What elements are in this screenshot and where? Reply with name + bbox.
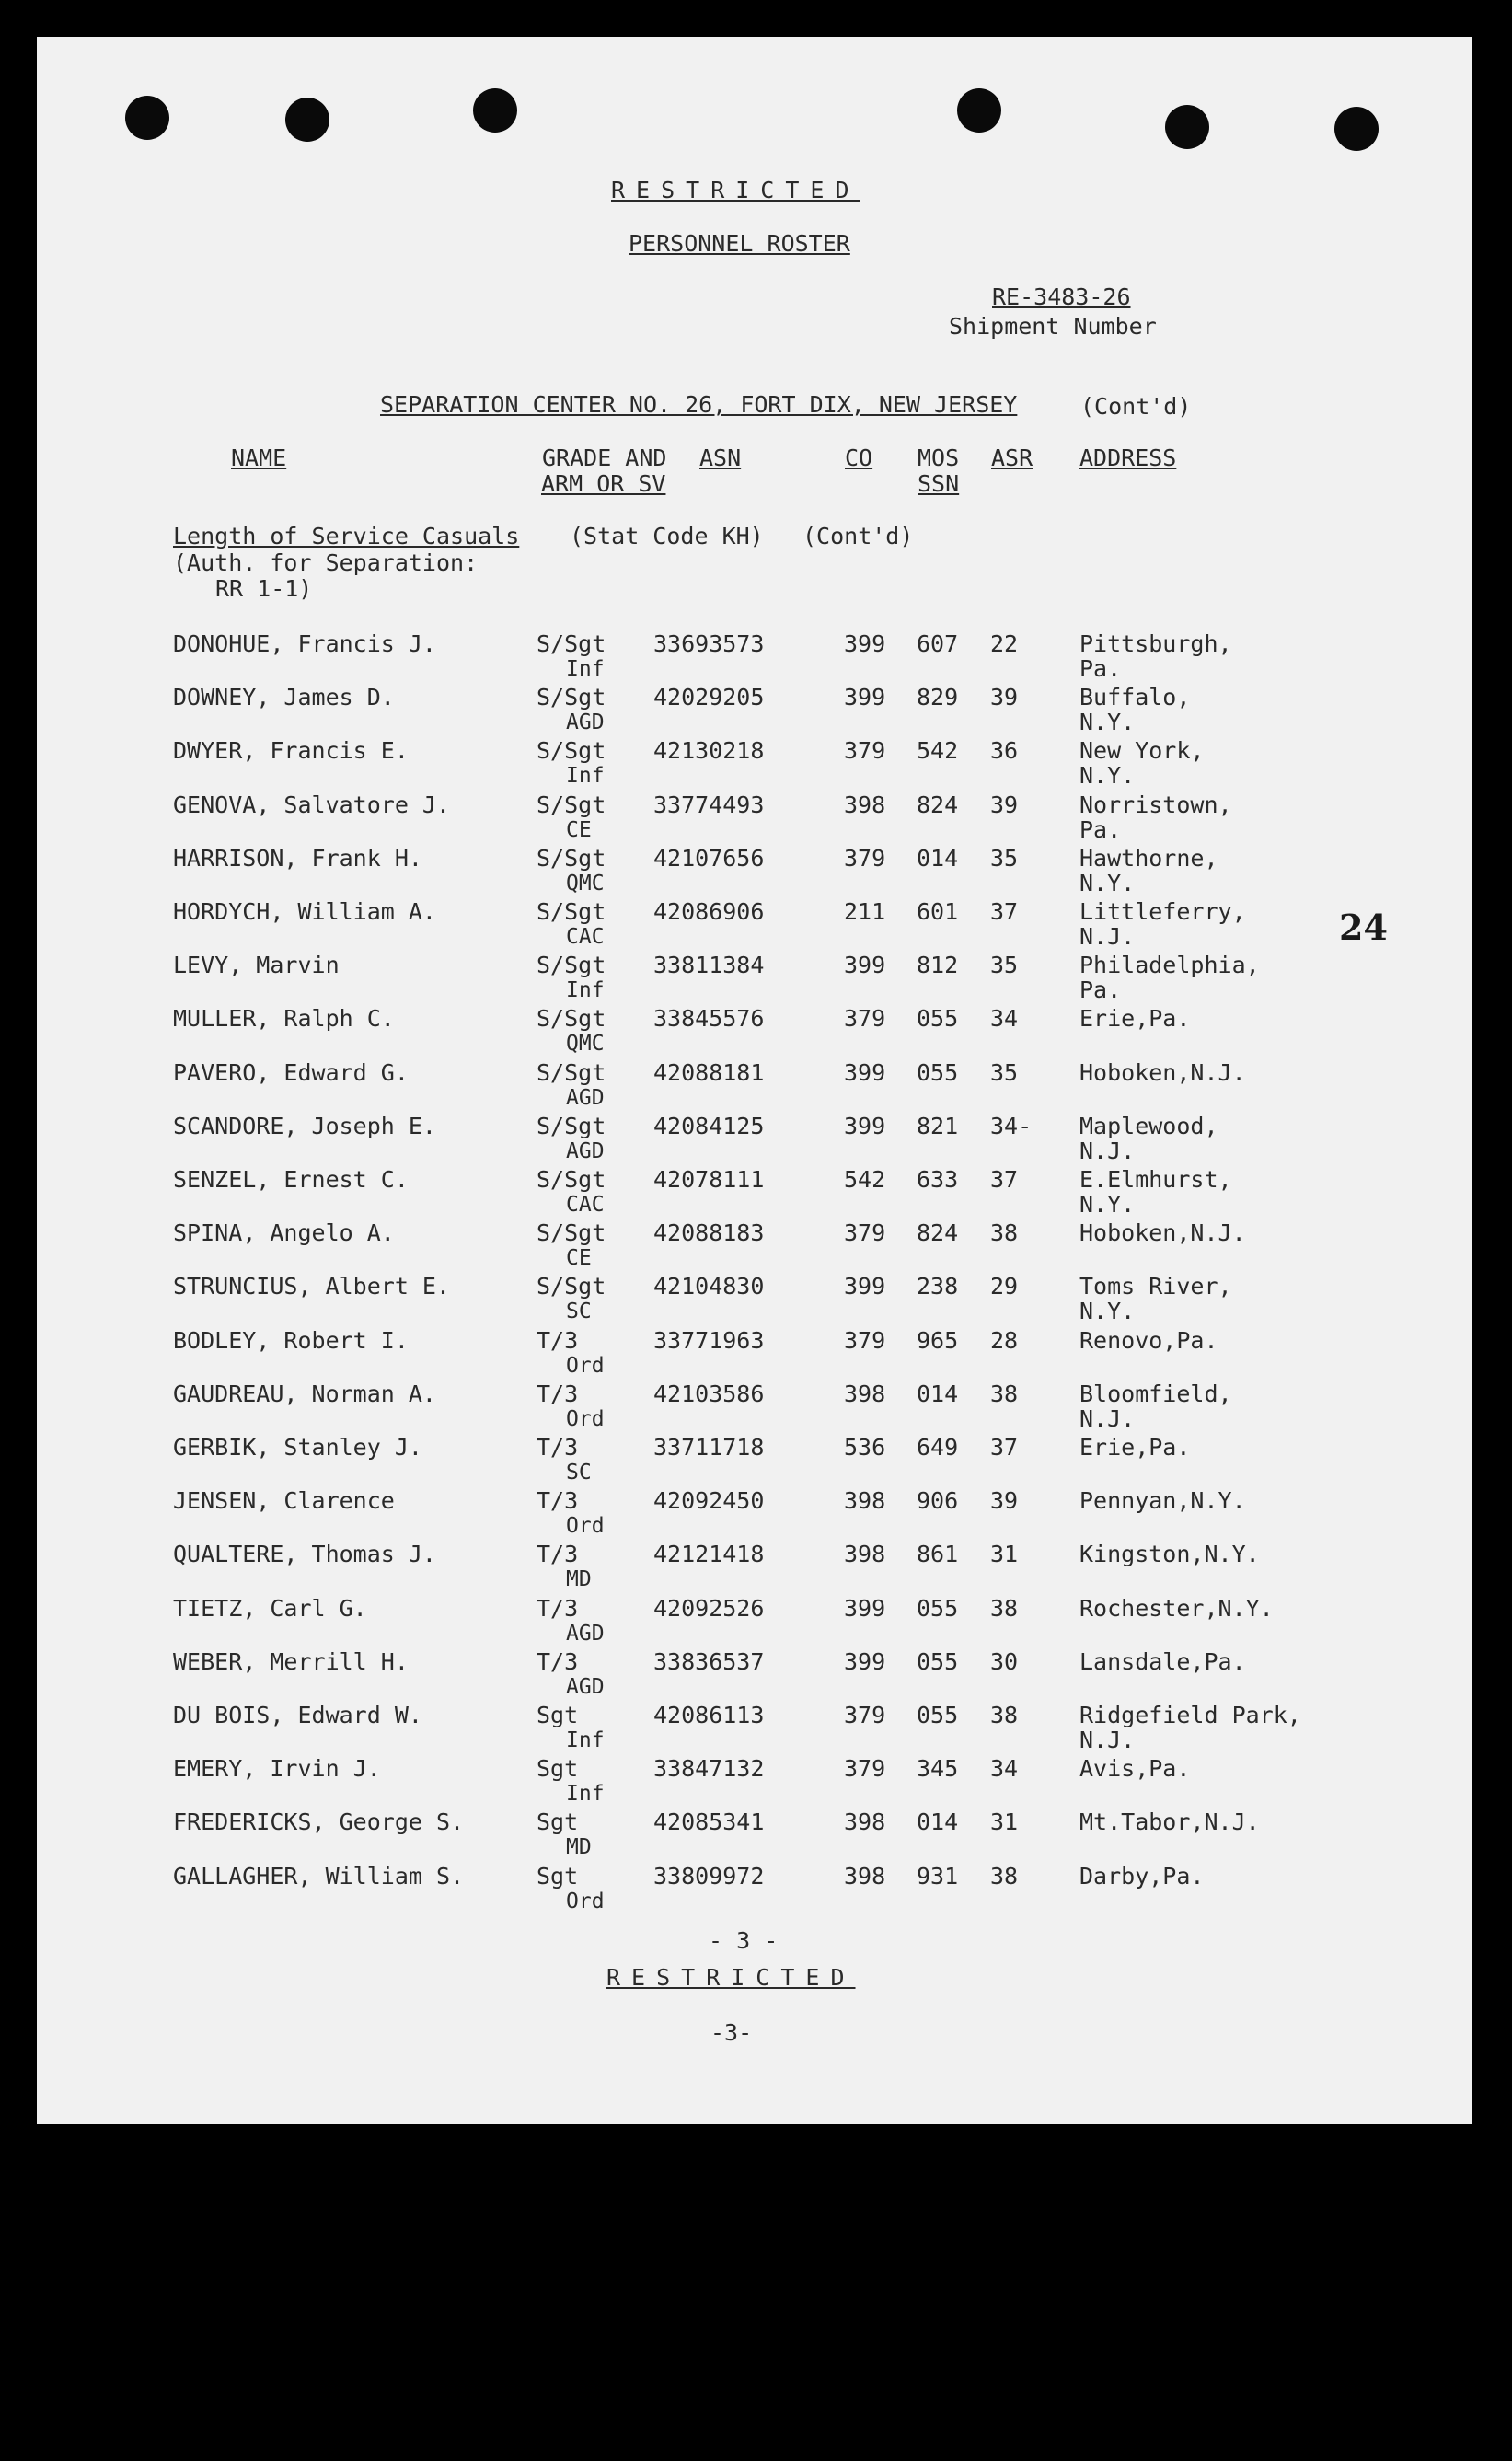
- cell-asr: 34-: [990, 1113, 1033, 1139]
- table-row: [0, 1542, 1512, 1595]
- cell-grade: T/3: [537, 1381, 579, 1407]
- table-row: [0, 1809, 1512, 1863]
- cell-co: 399: [844, 1273, 886, 1300]
- cell-addr1: Toms River,: [1079, 1273, 1232, 1300]
- cell-arm: AGD: [566, 1675, 605, 1699]
- cell-arm: CAC: [566, 1193, 605, 1217]
- cell-asr: 38: [990, 1863, 1019, 1889]
- cell-name: SENZEL, Ernest C.: [173, 1166, 409, 1193]
- side-number: 24: [1339, 907, 1388, 948]
- cell-arm: CE: [566, 818, 592, 842]
- cell-mos: 633: [917, 1166, 959, 1193]
- cell-mos: 824: [917, 791, 959, 818]
- cell-grade: S/Sgt: [537, 1113, 606, 1139]
- cell-co: 398: [844, 1541, 886, 1567]
- cell-arm: Inf: [566, 1782, 605, 1806]
- cell-mos: 812: [917, 952, 959, 978]
- cell-co: 398: [844, 1487, 886, 1514]
- cell-asr: 31: [990, 1541, 1019, 1567]
- cell-asn: 33811384: [653, 952, 765, 978]
- col-grade: GRADE AND: [542, 445, 667, 471]
- table-row: [0, 685, 1512, 738]
- cell-asr: 35: [990, 845, 1019, 872]
- cell-addr1: Pittsburgh,: [1079, 630, 1232, 657]
- cell-addr2: N.Y.: [1079, 709, 1136, 735]
- col-co: CO: [845, 445, 873, 471]
- cell-arm: AGD: [566, 1139, 605, 1163]
- punch-hole: [1165, 105, 1209, 149]
- cell-co: 399: [844, 1113, 886, 1139]
- table-row: [0, 1167, 1512, 1220]
- cell-addr1: Hoboken,N.J.: [1079, 1059, 1246, 1086]
- cell-mos: 014: [917, 1808, 959, 1835]
- cell-asn: 42121418: [653, 1541, 765, 1567]
- cell-grade: S/Sgt: [537, 898, 606, 925]
- cell-grade: S/Sgt: [537, 630, 606, 657]
- cell-arm: Ord: [566, 1407, 605, 1431]
- cell-arm: Ord: [566, 1514, 605, 1538]
- restricted-header: RESTRICTED: [611, 177, 860, 203]
- cell-addr2: N.J.: [1079, 1405, 1136, 1432]
- cell-co: 379: [844, 737, 886, 764]
- cell-arm: MD: [566, 1567, 592, 1591]
- cell-name: LEVY, Marvin: [173, 952, 340, 978]
- cell-grade: Sgt: [537, 1702, 579, 1728]
- cell-mos: 542: [917, 737, 959, 764]
- cell-grade: T/3: [537, 1327, 579, 1354]
- cell-addr1: Buffalo,: [1079, 684, 1191, 711]
- section-stat-code: (Stat Code KH): [570, 523, 764, 549]
- punch-hole: [957, 88, 1001, 133]
- cell-mos: 931: [917, 1863, 959, 1889]
- cell-asr: 39: [990, 684, 1019, 711]
- cell-asr: 37: [990, 898, 1019, 925]
- table-row: [0, 1328, 1512, 1381]
- cell-arm: AGD: [566, 711, 605, 734]
- cell-mos: 055: [917, 1005, 959, 1032]
- cell-grade: S/Sgt: [537, 1005, 606, 1032]
- cell-asr: 39: [990, 791, 1019, 818]
- cell-addr2: N.Y.: [1079, 1298, 1136, 1324]
- cell-asn: 33847132: [653, 1755, 765, 1782]
- cell-arm: Inf: [566, 978, 605, 1002]
- col-ssn: SSN: [918, 470, 960, 497]
- cell-arm: Inf: [566, 657, 605, 681]
- cell-name: EMERY, Irvin J.: [173, 1755, 381, 1782]
- table-row: [0, 1220, 1512, 1274]
- cell-mos: 601: [917, 898, 959, 925]
- table-row: [0, 1381, 1512, 1435]
- col-arm: ARM OR SV: [541, 470, 666, 497]
- section-auth-ref: RR 1-1): [215, 575, 313, 602]
- section-title: Length of Service Casuals: [173, 523, 520, 549]
- cell-addr1: Hoboken,N.J.: [1079, 1219, 1246, 1246]
- cell-asr: 34: [990, 1755, 1019, 1782]
- cell-grade: S/Sgt: [537, 1166, 606, 1193]
- cell-name: DU BOIS, Edward W.: [173, 1702, 422, 1728]
- cell-asr: 34: [990, 1005, 1019, 1032]
- cell-addr1: Maplewood,: [1079, 1113, 1218, 1139]
- cell-asn: 42092526: [653, 1595, 765, 1622]
- cell-mos: 014: [917, 1381, 959, 1407]
- cell-grade: S/Sgt: [537, 845, 606, 872]
- cell-asn: 33771963: [653, 1327, 765, 1354]
- cell-addr1: Darby,Pa.: [1079, 1863, 1205, 1889]
- cell-name: DWYER, Francis E.: [173, 737, 409, 764]
- cell-asn: 42092450: [653, 1487, 765, 1514]
- cell-mos: 055: [917, 1595, 959, 1622]
- table-row: [0, 1274, 1512, 1327]
- cell-grade: S/Sgt: [537, 1219, 606, 1246]
- cell-addr1: Rochester,N.Y.: [1079, 1595, 1274, 1622]
- cell-name: JENSEN, Clarence: [173, 1487, 395, 1514]
- shipment-label: Shipment Number: [949, 313, 1157, 340]
- cell-grade: T/3: [537, 1595, 579, 1622]
- cell-arm: AGD: [566, 1622, 605, 1646]
- cell-arm: SC: [566, 1300, 592, 1323]
- cell-co: 379: [844, 1219, 886, 1246]
- cell-addr2: Pa.: [1079, 655, 1122, 682]
- cell-co: 542: [844, 1166, 886, 1193]
- cell-addr2: Pa.: [1079, 976, 1122, 1003]
- cell-grade: Sgt: [537, 1755, 579, 1782]
- cell-addr1: Lansdale,Pa.: [1079, 1648, 1246, 1675]
- table-row: [0, 1114, 1512, 1167]
- cell-asn: 42088181: [653, 1059, 765, 1086]
- cell-arm: Inf: [566, 764, 605, 788]
- cell-name: GAUDREAU, Norman A.: [173, 1381, 436, 1407]
- cell-addr1: Ridgefield Park,: [1079, 1702, 1301, 1728]
- cell-arm: CE: [566, 1246, 592, 1270]
- cell-name: STRUNCIUS, Albert E.: [173, 1273, 451, 1300]
- cell-asn: 33845576: [653, 1005, 765, 1032]
- cell-asn: 42078111: [653, 1166, 765, 1193]
- cell-mos: 965: [917, 1327, 959, 1354]
- cell-asn: 42103586: [653, 1381, 765, 1407]
- cell-name: TIETZ, Carl G.: [173, 1595, 367, 1622]
- cell-asr: 38: [990, 1381, 1019, 1407]
- cell-co: 399: [844, 952, 886, 978]
- cell-co: 536: [844, 1434, 886, 1461]
- cell-grade: T/3: [537, 1541, 579, 1567]
- cell-arm: AGD: [566, 1086, 605, 1110]
- cell-grade: T/3: [537, 1648, 579, 1675]
- cell-asn: 33774493: [653, 791, 765, 818]
- cell-name: GERBIK, Stanley J.: [173, 1434, 422, 1461]
- cell-co: 399: [844, 684, 886, 711]
- cell-asn: 42085341: [653, 1808, 765, 1835]
- table-row: [0, 1756, 1512, 1809]
- cell-co: 399: [844, 1595, 886, 1622]
- separation-center: SEPARATION CENTER NO. 26, FORT DIX, NEW JERSEY: [380, 391, 1018, 418]
- cell-asn: 33711718: [653, 1434, 765, 1461]
- cell-name: DONOHUE, Francis J.: [173, 630, 436, 657]
- cell-asn: 42084125: [653, 1113, 765, 1139]
- cell-asr: 29: [990, 1273, 1019, 1300]
- cell-co: 398: [844, 1381, 886, 1407]
- cell-name: BODLEY, Robert I.: [173, 1327, 409, 1354]
- cell-arm: Ord: [566, 1889, 605, 1913]
- cell-mos: 055: [917, 1059, 959, 1086]
- cell-co: 398: [844, 1863, 886, 1889]
- cell-mos: 861: [917, 1541, 959, 1567]
- cell-asr: 38: [990, 1702, 1019, 1728]
- cell-mos: 821: [917, 1113, 959, 1139]
- cell-name: FREDERICKS, George S.: [173, 1808, 465, 1835]
- cell-grade: T/3: [537, 1487, 579, 1514]
- cell-mos: 649: [917, 1434, 959, 1461]
- cell-addr1: E.Elmhurst,: [1079, 1166, 1232, 1193]
- cell-mos: 829: [917, 684, 959, 711]
- table-row: [0, 1435, 1512, 1488]
- cell-addr1: Bloomfield,: [1079, 1381, 1232, 1407]
- cell-addr1: Norristown,: [1079, 791, 1232, 818]
- punch-hole: [1334, 107, 1379, 151]
- cell-name: HARRISON, Frank H.: [173, 845, 422, 872]
- cell-mos: 055: [917, 1648, 959, 1675]
- table-row: [0, 1649, 1512, 1703]
- table-row: [0, 899, 1512, 953]
- cell-asn: 42086906: [653, 898, 765, 925]
- cell-name: MULLER, Ralph C.: [173, 1005, 395, 1032]
- table-row: [0, 953, 1512, 1006]
- table-row: [0, 631, 1512, 685]
- cell-asn: 33809972: [653, 1863, 765, 1889]
- cell-addr1: Pennyan,N.Y.: [1079, 1487, 1246, 1514]
- cell-arm: CAC: [566, 925, 605, 949]
- cell-asr: 28: [990, 1327, 1019, 1354]
- cell-asn: 33693573: [653, 630, 765, 657]
- cell-addr1: Erie,Pa.: [1079, 1005, 1191, 1032]
- cell-grade: Sgt: [537, 1863, 579, 1889]
- cell-asr: 35: [990, 1059, 1019, 1086]
- cell-grade: S/Sgt: [537, 952, 606, 978]
- cell-grade: Sgt: [537, 1808, 579, 1835]
- cell-co: 379: [844, 1702, 886, 1728]
- cell-addr2: N.J.: [1079, 1138, 1136, 1164]
- cell-co: 399: [844, 1059, 886, 1086]
- cell-asr: 37: [990, 1434, 1019, 1461]
- center-contd: (Cont'd): [1080, 393, 1192, 420]
- section-auth: (Auth. for Separation:: [173, 549, 479, 576]
- cell-name: DOWNEY, James D.: [173, 684, 395, 711]
- cell-grade: S/Sgt: [537, 791, 606, 818]
- table-row: [0, 1596, 1512, 1649]
- cell-asn: 42104830: [653, 1273, 765, 1300]
- cell-asr: 36: [990, 737, 1019, 764]
- cell-co: 211: [844, 898, 886, 925]
- cell-name: SPINA, Angelo A.: [173, 1219, 395, 1246]
- table-row: [0, 1488, 1512, 1542]
- cell-co: 379: [844, 1327, 886, 1354]
- cell-addr1: Littleferry,: [1079, 898, 1246, 925]
- cell-asr: 35: [990, 952, 1019, 978]
- table-row: [0, 1864, 1512, 1917]
- cell-addr2: Pa.: [1079, 816, 1122, 843]
- punch-hole: [285, 98, 329, 142]
- table-row: [0, 738, 1512, 791]
- cell-arm: MD: [566, 1835, 592, 1859]
- cell-arm: Inf: [566, 1728, 605, 1752]
- page-number-stamp: -3-: [710, 2019, 753, 2046]
- cell-co: 398: [844, 791, 886, 818]
- cell-addr1: Erie,Pa.: [1079, 1434, 1191, 1461]
- cell-co: 379: [844, 1755, 886, 1782]
- cell-asn: 42029205: [653, 684, 765, 711]
- cell-addr2: N.J.: [1079, 1727, 1136, 1753]
- table-row: [0, 1703, 1512, 1756]
- cell-arm: Ord: [566, 1354, 605, 1378]
- cell-mos: 014: [917, 845, 959, 872]
- punch-hole: [473, 88, 517, 133]
- cell-asn: 42088183: [653, 1219, 765, 1246]
- cell-co: 379: [844, 1005, 886, 1032]
- cell-co: 399: [844, 1648, 886, 1675]
- cell-asr: 31: [990, 1808, 1019, 1835]
- cell-addr2: N.Y.: [1079, 1191, 1136, 1218]
- cell-name: GENOVA, Salvatore J.: [173, 791, 451, 818]
- cell-name: HORDYCH, William A.: [173, 898, 436, 925]
- page-number: - 3 -: [709, 1927, 779, 1954]
- cell-addr1: Renovo,Pa.: [1079, 1327, 1218, 1354]
- col-mos: MOS: [918, 445, 960, 471]
- cell-arm: QMC: [566, 1032, 605, 1056]
- cell-asn: 42086113: [653, 1702, 765, 1728]
- table-row: [0, 792, 1512, 846]
- cell-name: QUALTERE, Thomas J.: [173, 1541, 436, 1567]
- cell-asn: 42107656: [653, 845, 765, 872]
- cell-name: GALLAGHER, William S.: [173, 1863, 465, 1889]
- shipment-number: RE-3483-26: [992, 283, 1131, 310]
- table-row: [0, 1060, 1512, 1114]
- cell-addr2: N.Y.: [1079, 762, 1136, 789]
- cell-mos: 345: [917, 1755, 959, 1782]
- cell-grade: S/Sgt: [537, 1059, 606, 1086]
- cell-asr: 30: [990, 1648, 1019, 1675]
- cell-asr: 37: [990, 1166, 1019, 1193]
- roster-title: PERSONNEL ROSTER: [629, 230, 850, 257]
- cell-asr: 38: [990, 1219, 1019, 1246]
- cell-co: 379: [844, 845, 886, 872]
- restricted-footer: RESTRICTED: [606, 1964, 856, 1991]
- cell-asr: 22: [990, 630, 1019, 657]
- cell-grade: S/Sgt: [537, 737, 606, 764]
- cell-mos: 824: [917, 1219, 959, 1246]
- cell-asn: 33836537: [653, 1648, 765, 1675]
- cell-arm: SC: [566, 1461, 592, 1485]
- col-asn: ASN: [699, 445, 742, 471]
- table-row: [0, 846, 1512, 899]
- cell-co: 399: [844, 630, 886, 657]
- cell-arm: QMC: [566, 872, 605, 895]
- table-row: [0, 1006, 1512, 1059]
- cell-addr1: Philadelphia,: [1079, 952, 1260, 978]
- cell-addr1: New York,: [1079, 737, 1205, 764]
- cell-mos: 607: [917, 630, 959, 657]
- cell-addr2: N.Y.: [1079, 870, 1136, 896]
- cell-mos: 238: [917, 1273, 959, 1300]
- cell-addr1: Avis,Pa.: [1079, 1755, 1191, 1782]
- punch-hole: [125, 96, 169, 140]
- cell-grade: S/Sgt: [537, 684, 606, 711]
- col-address: ADDRESS: [1079, 445, 1177, 471]
- cell-asr: 39: [990, 1487, 1019, 1514]
- cell-co: 398: [844, 1808, 886, 1835]
- cell-name: WEBER, Merrill H.: [173, 1648, 409, 1675]
- cell-grade: S/Sgt: [537, 1273, 606, 1300]
- cell-asn: 42130218: [653, 737, 765, 764]
- cell-asr: 38: [990, 1595, 1019, 1622]
- cell-addr2: N.J.: [1079, 923, 1136, 950]
- cell-name: PAVERO, Edward G.: [173, 1059, 409, 1086]
- cell-addr1: Kingston,N.Y.: [1079, 1541, 1260, 1567]
- cell-mos: 906: [917, 1487, 959, 1514]
- col-asr: ASR: [991, 445, 1033, 471]
- cell-addr1: Mt.Tabor,N.J.: [1079, 1808, 1260, 1835]
- cell-addr1: Hawthorne,: [1079, 845, 1218, 872]
- cell-name: SCANDORE, Joseph E.: [173, 1113, 436, 1139]
- col-name: NAME: [231, 445, 287, 471]
- section-contd: (Cont'd): [802, 523, 914, 549]
- cell-grade: T/3: [537, 1434, 579, 1461]
- cell-mos: 055: [917, 1702, 959, 1728]
